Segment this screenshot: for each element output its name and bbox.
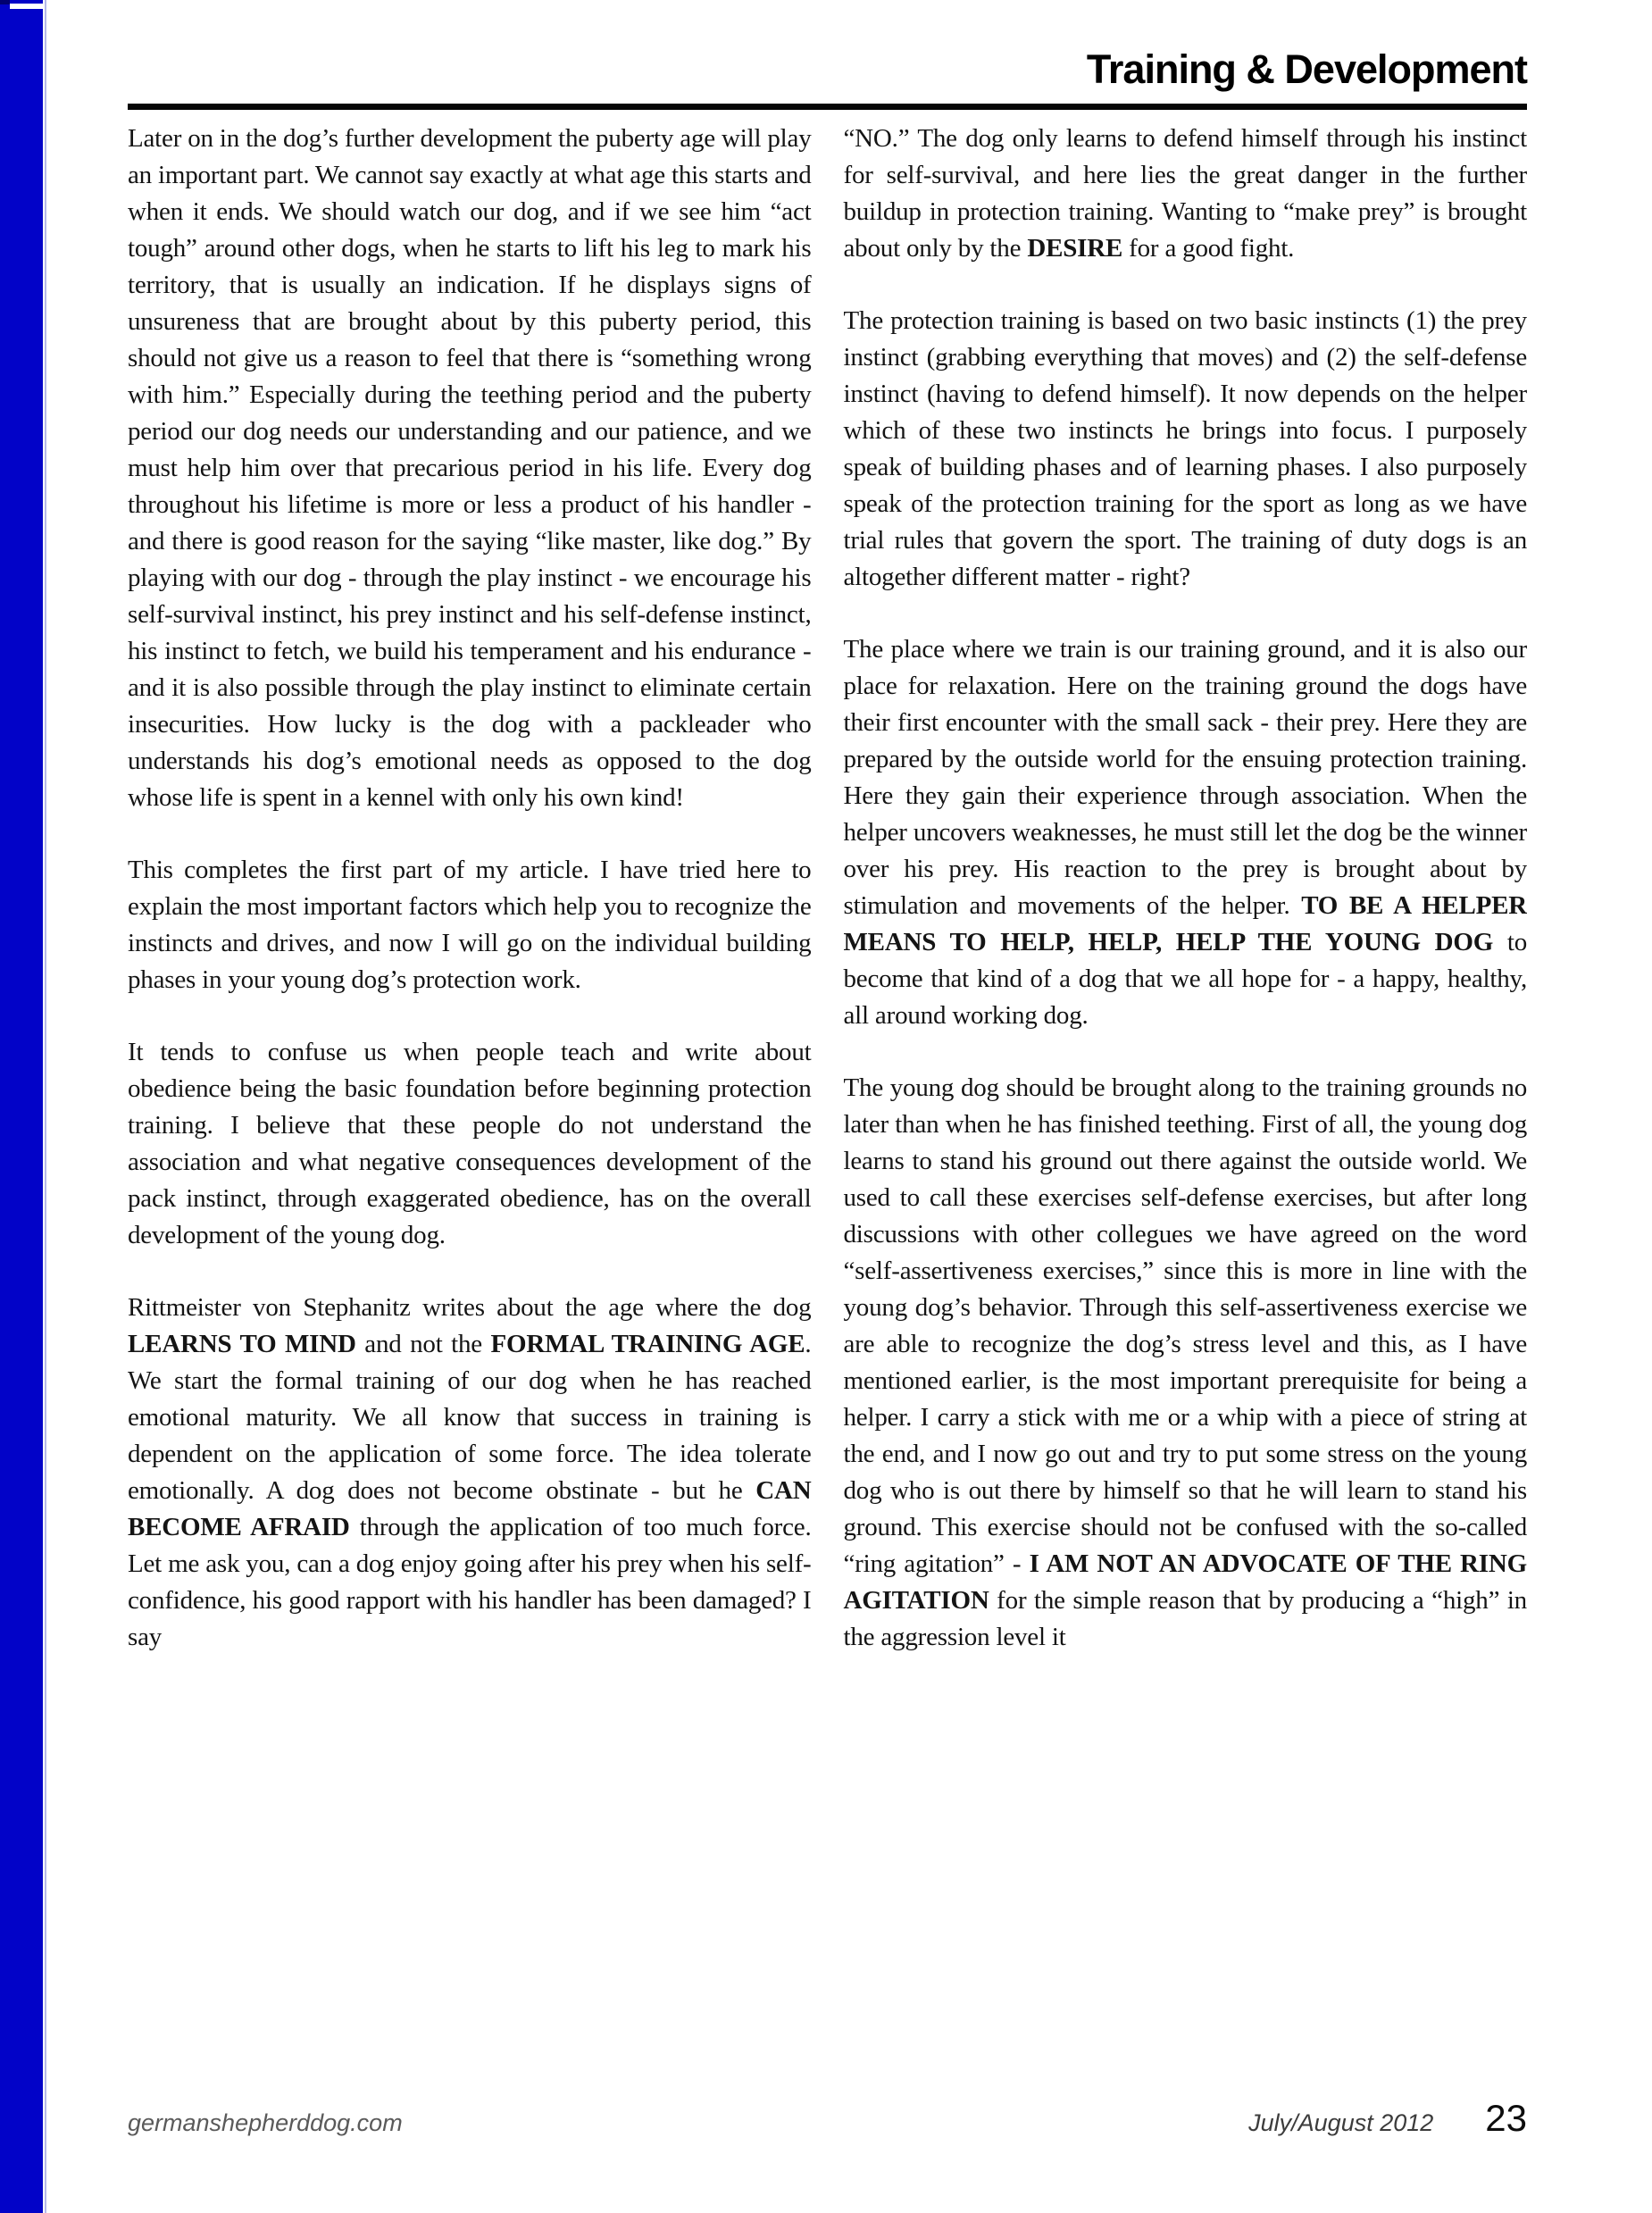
- footer-page-number: 23: [1485, 2097, 1527, 2139]
- footer-issue-date: July/August 2012: [1248, 2109, 1434, 2136]
- text-run: Rittmeister von Stephanitz writes about the age where the dog: [128, 1293, 812, 1322]
- text-run: The young dog should be brought along to the training grounds no later than when he has finished teething. First of all, the young dog learns to stand his ground out there against the outside world. We used to call these exercises self-defense exercises, but after long discussions with other collegues we have agreed on the word “self-assertiveness exercises,” since this is more in line with the young dog’s behavior. Through this self-assertiveness exercise we are able to recognize the dog’s stress level and this, as I have mentioned earlier, is the most important prerequisite for being a helper. I carry a stick with me or a whip with a piece of string at the end, and I now go out and try to put some stress on the young dog who is out there by himself so that he will learn to stand his ground. This exercise should not be confused with the so-called “ring agitation” -: [843, 1073, 1527, 1578]
- article-body: [128, 121, 1527, 2076]
- text-run: to become that kind of a dog that we all hope for - a happy, healthy, all around working dog.: [843, 928, 1527, 1030]
- emphasis-run: DESIRE: [1027, 234, 1123, 263]
- text-run: “NO.” The dog only learns to defend himself through his instinct for self-survival, and here lies the great danger in the further buildup in protection training. Wanting to “make prey” is brought about only by the: [843, 124, 1527, 263]
- column-left: [128, 121, 812, 2076]
- paragraph: [844, 1070, 1528, 1656]
- page-header: [128, 0, 1527, 110]
- text-run: This completes the first part of my article. I have tried here to explain the most important factors which help you to recognize the instincts and drives, and now I will go on the individual building phases in your young dog’s protection work.: [128, 856, 812, 994]
- emphasis-run: CAN BECOME AFRAID: [128, 1476, 812, 1541]
- paragraph: [128, 852, 812, 998]
- column-right: [844, 121, 1528, 2076]
- header-rule: [128, 104, 1527, 110]
- text-run: and not the: [355, 1330, 491, 1358]
- emphasis-run: I AM NOT AN ADVOCATE OF THE RING AGITATION: [843, 1549, 1527, 1615]
- text-run: for a good fight.: [1122, 234, 1295, 263]
- text-run: The place where we train is our training ground, and it is also our place for relaxation. Here on the training ground the dogs have their first encounter with the small sack - their prey. Here they are prepared by the outside world for the ensuing protection training. Here they gain their experience through association. When the helper uncovers weaknesses, he must still let the dog be the winner over his prey. His reaction to the prey is brought about by stimulation and movements of the helper.: [843, 635, 1527, 920]
- emphasis-run: FORMAL TRAINING AGE: [490, 1330, 805, 1358]
- paragraph: [128, 121, 812, 816]
- emphasis-run: LEARNS TO MIND: [128, 1330, 356, 1358]
- emphasis-run: TO BE A HELPER MEANS TO HELP, HELP, HELP THE YOUNG DOG: [843, 891, 1527, 956]
- text-run: through the application of too much force. Let me ask you, can a dog enjoy going after his prey when his self-confidence, his good rapport with his handler has been damaged? I say: [128, 1513, 812, 1651]
- text-run: It tends to confuse us when people teach and write about obedience being the basic foundation before beginning protection training. I believe that these people do not understand the association and what negative consequences development of the pack instinct, through exaggerated obedience, has on the overall development of the young dog.: [128, 1038, 812, 1249]
- text-run: for the simple reason that by producing a “high” in the aggression level it: [843, 1586, 1527, 1651]
- left-edge-accent-bar: [0, 0, 43, 2213]
- page-footer: [128, 2097, 1527, 2140]
- paragraph: [128, 1290, 812, 1656]
- section-title: Training & Development: [1086, 46, 1527, 92]
- accent-hairline: [45, 0, 46, 2213]
- paragraph: [844, 631, 1528, 1034]
- accent-bar-dark-tab: [0, 0, 10, 4]
- text-run: The protection training is based on two basic instincts (1) the prey instinct (grabbing everything that moves) and (2) the self-defense instinct (having to defend himself). It now depends on the helper which of these two instincts he brings into focus. I purposely speak of building phases and of learning phases. I also purposely speak of the protection training for the sport as long as we have trial rules that govern the sport. The training of duty dogs is an altogether different matter - right?: [843, 306, 1527, 591]
- text-run: Later on in the dog’s further development the puberty age will play an important part. We cannot say exactly at what age this starts and when it ends. We should watch our dog, and if we see him “act tough” around other dogs, when he starts to lift his leg to mark his territory, that is usually an indication. If he displays signs of unsureness that are brought about by this puberty period, this should not give us a reason to feel that there is “something wrong with him.” Especially during the teething period and the puberty period our dog needs our understanding and our patience, and we must help him over that precarious period in his life. Every dog throughout his lifetime is more or less a product of his handler - and there is good reason for the saying “like master, like dog.” By playing with our dog - through the play instinct - we encourage his self-survival instinct, his prey instinct and his self-defense instinct, his instinct to fetch, we build his temperament and his endurance - and it is also possible through the play instinct to eliminate certain insecurities. How lucky is the dog with a packleader who understands his dog’s emotional needs as opposed to the dog whose life is spent in a kennel with only his own kind!: [128, 124, 812, 812]
- footer-right-group: [1248, 2097, 1527, 2140]
- paragraph: [844, 121, 1528, 267]
- paragraph: [128, 1034, 812, 1254]
- accent-bar-white-notch: [10, 4, 43, 9]
- page-content: [128, 0, 1527, 2076]
- text-run: . We start the formal training of our dog when he has reached emotional maturity. We all know that success in training is dependent on the application of some force. The idea tolerate emotionally. A dog does not become obstinate - but he: [128, 1330, 812, 1505]
- footer-website: germanshepherddog.com: [128, 2109, 403, 2136]
- paragraph: [844, 303, 1528, 596]
